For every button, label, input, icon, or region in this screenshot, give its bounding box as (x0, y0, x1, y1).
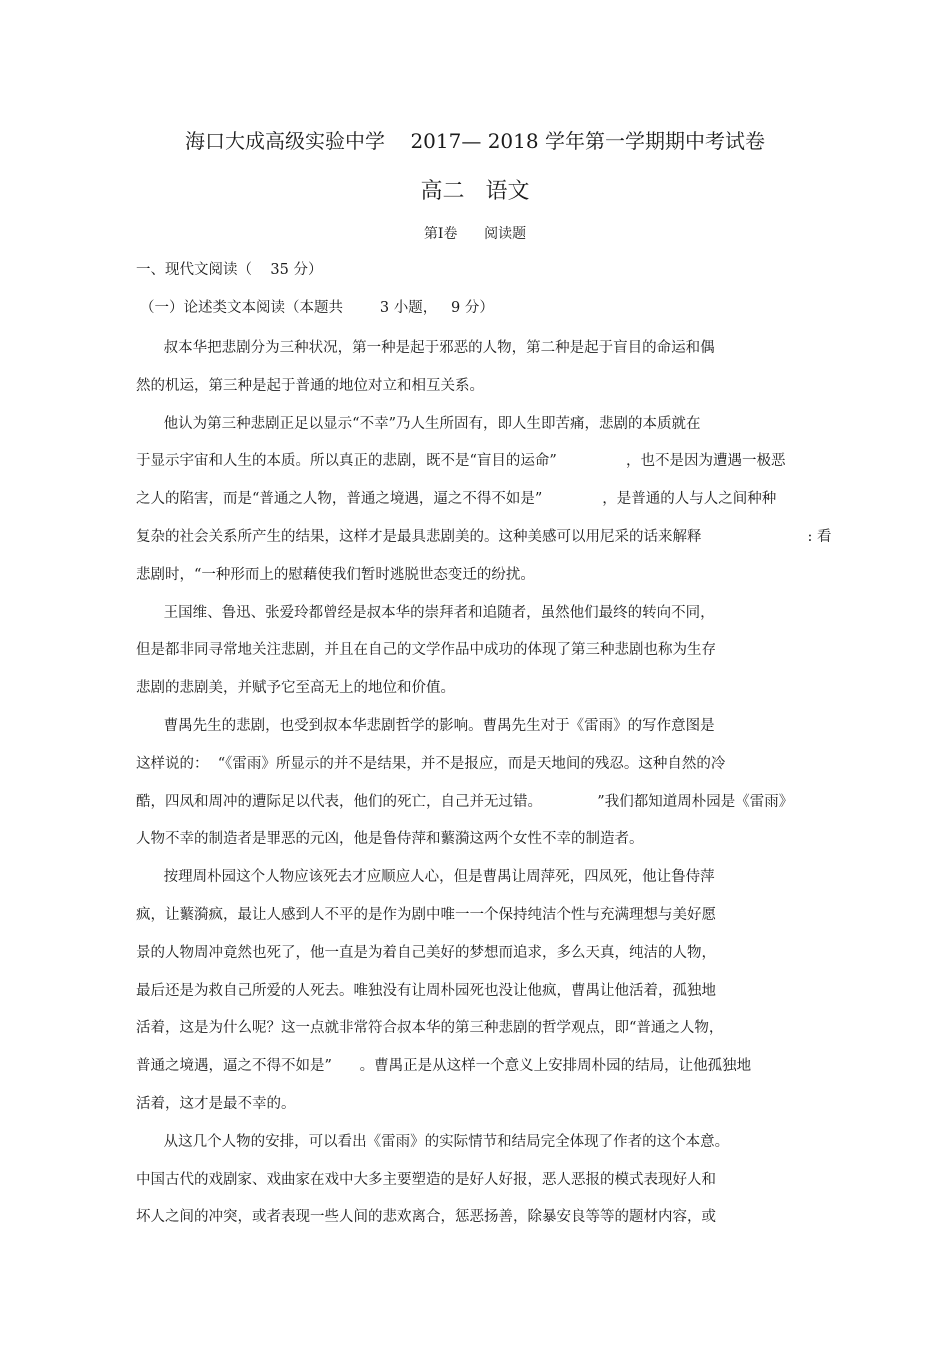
passage-line: 中国古代的戏剧家、戏曲家在戏中大多主要塑造的是好人好报，恶人恶报的模式表现好人和 (136, 1171, 716, 1188)
passage-line: 王国维、鲁迅、张爱玲都曾经是叔本华的崇拜者和追随者，虽然他们最终的转向不同， (136, 604, 715, 621)
passage-line: 悲剧时，“一种形而上的慰藉使我们暂时逃脱世态变迁的纷扰。 (136, 566, 535, 583)
passage-line: 从这几个人物的安排，可以看出《雷雨》的实际情节和结局完全体现了作者的这个本意。 (136, 1133, 730, 1150)
passage-line: 然的机运，第三种是起于普通的地位对立和相互关系。 (136, 377, 484, 394)
passage-line: 之人的陷害，而是“普通之人物，普通之境遇，逼之不得不如是” ，是普通的人与人之间种种 (136, 491, 777, 508)
passage-line: 疯，让蘩漪疯，最让人感到人不平的是作为剧中唯一一个保持纯洁个性与充满理想与美好愿 (136, 907, 716, 923)
passage-line: 他认为第三种悲剧正足以显示“不幸”乃人生所固有，即人生即苦痛，悲剧的本质就在 (136, 415, 701, 432)
passage-line: 最后还是为救自己所爱的人死去。唯独没有让周朴园死也没让他疯，曹禺让他活着，孤独地 (136, 982, 716, 999)
passage-line: 复杂的社会关系所产生的结果，这样才是最具悲剧美的。这种美感可以用尼采的话来解释 : 看 (136, 529, 832, 545)
exam-title: 海口大成高级实验中学 2017— 2018 学年第一学期期中考试卷 (185, 129, 765, 153)
passage-line: 景的人物周冲竟然也死了，他一直是为着自己美好的梦想而追求，多么天真，纯洁的人物， (136, 944, 716, 961)
passage-line: 按理周朴园这个人物应该死去才应顺应人心，但是曹禺让周萍死，四凤死，他让鲁侍萍 (136, 869, 715, 886)
passage-line: 普通之境遇，逼之不得不如是” 。曹禺正是从这样一个意义上安排周朴园的结局，让他孤独地 (136, 1058, 752, 1075)
passage-line: 这样说的： “《雷雨》所显示的并不是结果，并不是报应，而是天地间的残忍。这种自然的冷 (136, 755, 726, 772)
passage-line: 酷，四凤和周冲的遭际足以代表，他们的死亡，自己并无过错。 ”我们都知道周朴园是《雷雨》 (136, 793, 794, 810)
passage-line: 坏人之间的冲突，或者表现一些人间的悲欢离合，惩恶扬善，除暴安良等等的题材内容，或 (136, 1209, 716, 1226)
volume-heading: 第Ⅰ卷 阅读题 (423, 226, 527, 242)
passage-line: 但是都非同寻常地关注悲剧，并且在自己的文学作品中成功的体现了第三种悲剧也称为生存 (136, 642, 716, 659)
passage-line: 人物不幸的制造者是罪恶的元凶，他是鲁侍萍和蘩漪这两个女性不幸的制造者。 (136, 831, 644, 848)
passage-line: 活着，这才是最不幸的。 (136, 1096, 296, 1112)
exam-subtitle: 高二 语文 (420, 179, 530, 204)
passage-line: 活着，这是为什么呢？这一点就非常符合叔本华的第三种悲剧的哲学观点，即“普通之人物， (136, 1020, 724, 1037)
subsection-heading: （一）论述类文本阅读（本题共 3 小题， 9 分） (140, 300, 494, 316)
passage-line: 曹禺先生的悲剧，也受到叔本华悲剧哲学的影响。曹禺先生对于《雷雨》的写作意图是 (136, 718, 715, 734)
section-heading: 一、现代文阅读（ 35 分） (136, 262, 323, 278)
passage-line: 叔本华把悲剧分为三种状况，第一种是起于邪恶的人物，第二种是起于盲目的命运和偶 (136, 340, 715, 356)
passage-line: 悲剧的悲剧美，并赋予它至高无上的地位和价值。 (136, 680, 455, 697)
passage-line: 于显示宇宙和人生的本质。所以真正的悲剧，既不是“盲目的运命” ，也不是因为遭遇一极恶 (136, 453, 786, 470)
